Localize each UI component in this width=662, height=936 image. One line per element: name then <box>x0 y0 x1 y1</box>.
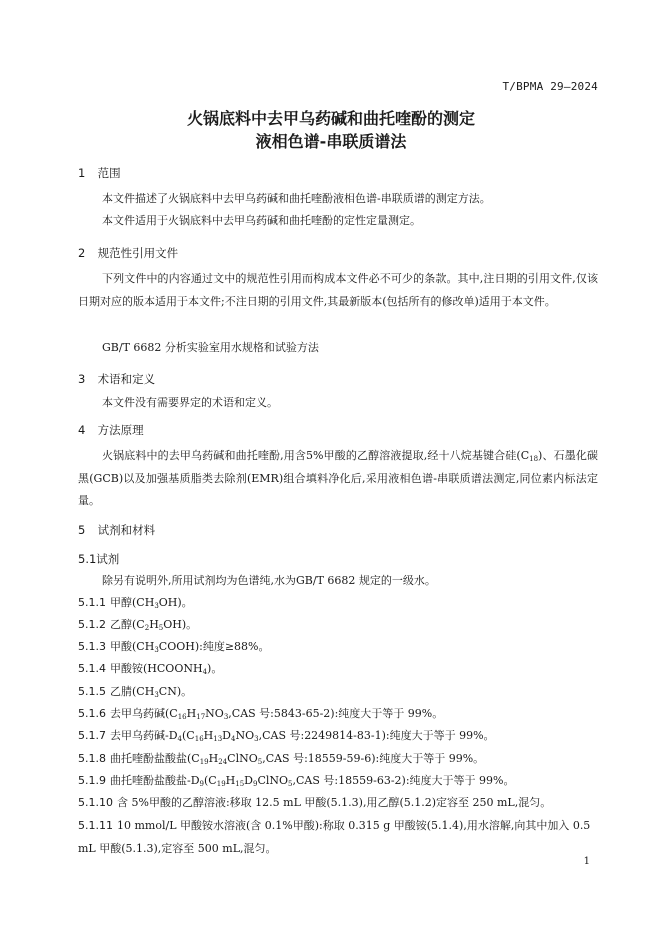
list-item: 5.1.8 曲托喹酚盐酸盐($C_{19}H_{24}ClNO_5,CAS$ 号:18559-59-6):纯度大于等于 99%。 <box>78 752 485 766</box>
list-item: 5.1.4 甲酸铵$(HCOONH_4)$。 <box>78 662 223 676</box>
list-item: 5.1.6 去甲乌药碱($C_{16}H_{17}NO_3,CAS$ 号:5843-65-2):纯度大于等于 99%。 <box>78 707 444 721</box>
list-item: 5.1.2 乙醇$(C_2H_5OH)$。 <box>78 618 198 632</box>
list-item: 5.1.7 去甲乌药碱$-D_4(C_{16}H_{13}D_4NO_3,CAS$ 号:2249814-83-1):纯度大于等于 99%。 <box>78 729 495 743</box>
section-number: 1 <box>78 166 86 180</box>
subsection-5-1-heading <box>78 551 119 567</box>
subsection-number: 5.1 <box>78 552 97 566</box>
list-item: 5.1.1 甲醇$(CH_3OH)$。 <box>78 596 193 610</box>
paragraph: 本文件适用于火锅底料中去甲乌药碱和曲托喹酚的定性定量测定。 <box>102 214 421 227</box>
paragraph: 火锅底料中的去甲乌药碱和曲托喹酚,用含5%甲酸的乙醇溶液提取,经十八烷基键合硅$(C_{18})$、石墨化碳黑(GCB)以及加强基质脂类去除剂(EMR)组合填料净化后,采用液相色谱-串联质谱法测定,同位素内标法定量。 <box>78 449 598 507</box>
paragraph: 除另有说明外,所用试剂均为色谱纯,水为GB/T 6682 规定的一级水。 <box>102 574 436 587</box>
section-title: 规范性引用文件 <box>97 246 179 260</box>
section-title: 方法原理 <box>97 423 144 437</box>
section-title: 术语和定义 <box>97 372 156 386</box>
section-title: 范围 <box>97 166 121 180</box>
section-2-heading <box>78 245 178 261</box>
section-number: 4 <box>78 423 86 437</box>
normative-reference: GB/T 6682 分析实验室用水规格和试验方法 <box>102 341 319 354</box>
page-number: 1 <box>583 856 590 867</box>
list-item: 5.1.5 乙腈$(CH_3CN)$。 <box>78 685 193 699</box>
section-number: 2 <box>78 246 86 260</box>
paragraph: 本文件没有需要界定的术语和定义。 <box>102 396 278 409</box>
subsection-title: 试剂 <box>96 552 120 566</box>
list-item: 5.1.9 曲托喹酚盐酸盐$-D_9(C_{19}H_{15}D_9ClNO_5,CAS$ 号:18559-63-2):纯度大于等于 99%。 <box>78 774 515 788</box>
section-number: 3 <box>78 372 86 386</box>
section-3-heading <box>78 371 155 387</box>
section-5-heading <box>78 522 155 538</box>
list-item: 5.1.10 含 5%甲酸的乙醇溶液:移取 12.5 mL 甲酸(5.1.3),用乙醇(5.1.2)定容至 250 mL,混匀。 <box>78 796 552 809</box>
section-1-heading <box>78 165 121 181</box>
section-4-heading <box>78 422 144 438</box>
document-title-line2: 液相色谱-串联质谱法 <box>255 132 407 151</box>
paragraph: 下列文件中的内容通过文中的规范性引用而构成本文件必不可少的条款。其中,注日期的引用文件,仅该日期对应的版本适用于本文件;不注日期的引用文件,其最新版本(包括所有的修改单)适用于本文件。 <box>78 272 598 308</box>
paragraph: 本文件描述了火锅底料中去甲乌药碱和曲托喹酚液相色谱-串联质谱的测定方法。 <box>102 192 491 205</box>
section-number: 5 <box>78 523 86 537</box>
list-item: 5.1.3 甲酸$(CH_3COOH)$:纯度≥88%。 <box>78 640 270 654</box>
list-item: 5.1.11 10 mmol/L 甲酸铵水溶液(含 0.1%甲酸):称取 0.315 g 甲酸铵(5.1.4),用水溶解,向其中加入 0.5 mL 甲酸(5.1.3),定容至 500 mL,混匀。 <box>78 819 591 855</box>
document-title-line1: 火锅底料中去甲乌药碱和曲托喹酚的测定 <box>186 109 475 128</box>
section-title: 试剂和材料 <box>97 523 156 537</box>
standard-id: T/BPMA 29—2024 <box>502 80 598 93</box>
